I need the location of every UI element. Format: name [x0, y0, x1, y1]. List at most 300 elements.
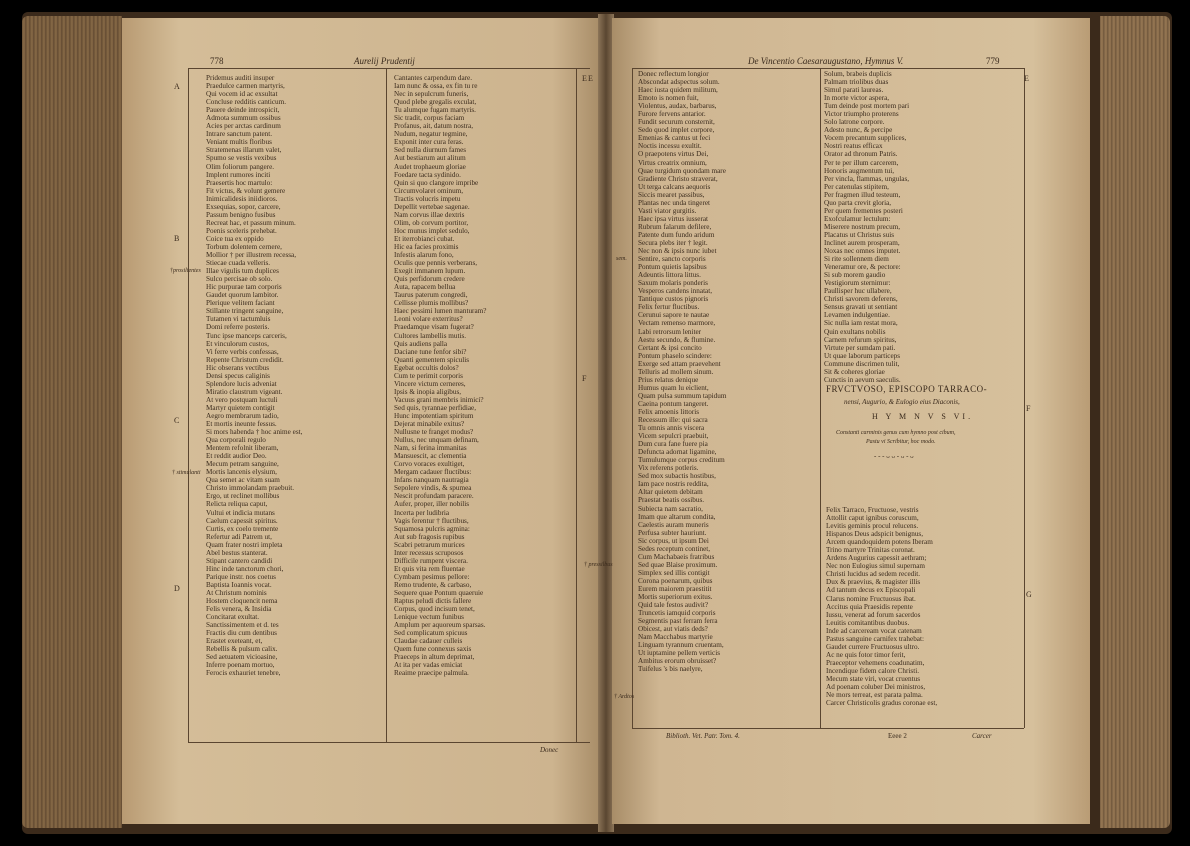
verse-line: Aut bestiarum aut alitum: [394, 154, 466, 163]
verse-line: Sensus gravati ut sentiant: [824, 303, 898, 312]
verse-line: Tu alumque fugam martyris.: [394, 106, 476, 115]
verse-line: Corona poenarum, quibus: [638, 576, 713, 585]
verse-line: Si mors habenda † hoc anime est,: [206, 428, 303, 437]
verse-line: Nullusne te franget modus?: [394, 428, 474, 437]
verse-line: Quis audiens palla: [394, 339, 448, 348]
verse-line: At ita per vadas emiciat: [394, 661, 463, 670]
verse-line: Altar quietem debitam: [638, 488, 703, 497]
verse-line: Haec iusta quidem militum,: [638, 86, 718, 95]
verse-line: Refertur adi Patrem ut,: [206, 532, 272, 541]
verse-line: Virtus creatrix omnium,: [638, 158, 707, 167]
verse-line: Orator ad thronum Patris.: [824, 150, 898, 159]
hymn-vi-line: Dux & praevius, & magister illis: [826, 578, 921, 587]
verse-line: Quod plebe gregalis exculat,: [394, 98, 477, 107]
hymn-vi-line: Christi lucidus ad sedem recedit.: [826, 570, 921, 579]
left-page-edges: [22, 16, 122, 828]
verse-line: Vi ferre verbis confessas,: [206, 347, 279, 356]
verse-line: Carnem refurum spiritus,: [824, 335, 897, 344]
verse-line: Veneramur ore, & pectore:: [824, 263, 901, 272]
verse-line: Haec pessimi lumen manturam?: [394, 307, 487, 316]
right-margin-rule: [1024, 68, 1025, 728]
verse-line: Iam pace nostris reddita,: [638, 480, 709, 489]
verse-line: Quae turgidum quondam mare: [638, 166, 726, 175]
verse-line: Obicest, aut viatis deds?: [638, 625, 708, 634]
verse-line: Et reddit audior Deo.: [206, 452, 267, 461]
verse-line: Nec in sepulcrum funeris,: [394, 90, 469, 99]
verse-line: Sed mox subactis hostibus,: [638, 472, 716, 481]
verse-line: Fractis diu cum dentibus: [206, 629, 277, 638]
verse-line: Tumulumque corpus creditum: [638, 456, 725, 465]
verse-line: Exofculamur lectulum:: [824, 214, 891, 223]
verse-line: Et vinculorum custos,: [206, 339, 269, 348]
verse-line: Mansuescit, ac clementia: [394, 452, 467, 461]
verse-line: Vix referens potleris.: [638, 464, 699, 473]
margin-note-right-1: sem.: [616, 256, 627, 262]
verse-line: Ergo, ut reclinet mollibus: [206, 492, 280, 501]
verse-line: Hic purpurae tam corporis: [206, 283, 282, 292]
margin-note-right-2: † pressilbus: [584, 562, 613, 568]
verse-line: Donec reflectum longior: [638, 70, 709, 78]
verse-line: Exerge sed attam praevehent: [638, 359, 721, 368]
verse-line: O praepotens virtus Dei,: [638, 150, 709, 159]
margin-letter-b: B: [174, 234, 180, 243]
verse-line: Miratio claustrum vigeant.: [206, 387, 283, 396]
verse-line: Infestis alarum fono,: [394, 251, 454, 260]
verse-line: Mortis lancenis elysium,: [206, 468, 277, 477]
right-column-1: [638, 70, 818, 674]
hymn-vi-line: Inde ad carceream vocat catenam: [826, 626, 922, 635]
verse-line: Inter recessus scruposos: [394, 548, 464, 557]
verse-line: Audet trophaeum gloriae: [394, 162, 466, 171]
right-margin-letter-g: G: [1026, 590, 1032, 599]
verse-line: Squamosa pulcris agmina:: [394, 524, 470, 533]
verse-line: Daciane tune fenfor sibi?: [394, 347, 467, 356]
verse-line: Domi referre posteris.: [206, 323, 270, 332]
verse-line: At Christum nominis: [206, 589, 267, 597]
verse-line: Felix amoenis littoris: [638, 407, 700, 416]
verse-line: Mentem refolnit liberam,: [206, 444, 279, 453]
verse-line: Inimicalidesis iniidioros.: [206, 194, 278, 203]
verse-line: Caelestis auram muneris: [638, 520, 709, 529]
verse-line: Imam que altarum condita,: [638, 512, 716, 521]
verse-line: Tu omnis annis viscera: [638, 424, 705, 433]
right-page-edges: [1100, 16, 1170, 828]
margin-note-right-3: † Ardtos: [614, 694, 635, 700]
verse-line: Inclinet aurem prosperam,: [824, 238, 900, 247]
verse-line: Hoc munus implet sedulo,: [394, 226, 470, 235]
verse-line: Auta, rapacem bellua: [394, 283, 456, 292]
verse-line: Baptista Ioannis vocat.: [206, 580, 272, 589]
verse-line: Defuncta adornat ligamine,: [638, 448, 717, 457]
verse-line: Siccis mearet passibus,: [638, 190, 705, 199]
hymn-vi-line: Ne mors terreat, est parata palma.: [826, 691, 923, 700]
verse-line: Passum benigno fusibus: [206, 210, 276, 219]
right-margin-letter-e: E: [1024, 74, 1029, 83]
hymn-vi-line: Ad tantum decus ex Episcopali: [826, 586, 916, 595]
right-top-rule: [632, 68, 1024, 69]
verse-line: Per te per illum carcerem,: [824, 158, 899, 167]
verse-line: Profanus, ait, datum nostra,: [394, 122, 474, 131]
verse-line: Tuifelus 's bis naelyre,: [638, 665, 703, 674]
hymn-vi-line: Praeceptor vehemens coadunatim,: [826, 658, 925, 667]
verse-line: Nam, si ferina immanitas: [394, 444, 467, 453]
hymn-vi-line: Pastus sanguine carnifex trahebat:: [826, 634, 924, 643]
verse-line: Plantas nec unda tingeret: [638, 198, 711, 207]
meter-note-1: Constanti carminis genus cum hymno post cibum,: [836, 430, 956, 436]
verse-line: Erastet exeteant, et,: [206, 637, 263, 646]
verse-line: Concitarat exultat.: [206, 613, 260, 622]
verse-line: Spumo se vestis vexibus: [206, 154, 277, 163]
verse-line: Implent rumores inciti: [206, 170, 271, 179]
verse-line: Aufer, proper, iller nobilis: [394, 500, 470, 509]
verse-line: Hinc inde tanctorum chori,: [206, 564, 284, 573]
verse-line: Leoni volare exterritus?: [394, 315, 463, 324]
verse-line: Paullisper huc ullabere,: [824, 287, 892, 296]
left-running-head: Aurelij Prudentij: [354, 56, 415, 66]
verse-line: Quis perfidorum credere: [394, 275, 465, 284]
verse-line: Stillante tringent sanguine,: [206, 307, 284, 316]
verse-line: Simul parati laureas.: [824, 86, 884, 95]
verse-line: Praedamque visam fugerat?: [394, 323, 474, 332]
verse-line: Fundit securum consternit,: [638, 118, 715, 127]
verse-line: Martyr quietem contigit: [206, 403, 275, 412]
verse-line: Hic obserans vectibus: [206, 363, 270, 372]
meter-note-2: Pastu vi Scribitur, hoc modo.: [866, 439, 936, 445]
hymn-vi-line: Gaudet currere Fructuosus ultro.: [826, 642, 920, 651]
verse-line: Sic nulla iam restat mora,: [824, 319, 898, 328]
verse-line: Eurem maiorem praestitit: [638, 585, 712, 593]
verse-line: Adesto nunc, & percipe: [824, 126, 893, 135]
verse-line: Perfusa subter hauriunt.: [638, 528, 707, 537]
verse-line: Curtis, ex coelo tremente: [206, 524, 279, 533]
verse-line: Virtute per sumdam pati.: [824, 343, 896, 352]
verse-line: Sed nulla diurnum fames: [394, 146, 467, 155]
verse-line: Egebat occultis dolos?: [394, 363, 459, 372]
verse-line: Poenis sceleris prehebat.: [206, 226, 277, 235]
verse-line: Caelum capessit spiritus.: [206, 516, 278, 525]
verse-line: Quem fune connexus saxis: [394, 645, 472, 654]
verse-line: Cum Machabaeis fratribus: [638, 552, 715, 561]
hymn-vi-line: Clarus nomine Fructuosus ibat.: [826, 594, 916, 603]
verse-line: Coice tua ex oppido: [206, 234, 264, 243]
left-top-rule: [188, 68, 590, 69]
verse-line: Cellisse plumis mollibus?: [394, 299, 469, 308]
hymn-section-title: FRVCTVOSO, EPISCOPO TARRACO-: [826, 384, 988, 394]
verse-line: Hunc impotentiam spiritum: [394, 411, 474, 420]
verse-line: Nudum, negatur tegmine,: [394, 130, 468, 139]
verse-line: Praestat beatis ossibus.: [638, 496, 705, 505]
verse-line: Praesertis hoc martulo:: [206, 178, 273, 187]
verse-line: Noctis incessu exultit.: [638, 142, 702, 151]
verse-line: Praeceps in altum deprimat,: [394, 653, 475, 662]
verse-line: Veniant multis floribus: [206, 138, 272, 147]
verse-line: Cerunui sapore te nautae: [638, 311, 710, 320]
verse-line: Iam nunc & ossa, ex fin tu re: [394, 82, 478, 91]
verse-line: Cunctis in aevum saeculis.: [824, 375, 901, 384]
meter-scheme: - - - ᴗ ᴗ - ᴗ - ᴗ: [874, 452, 914, 460]
margin-note-left-1: †prosilientes: [170, 268, 201, 274]
hymn-vi-line: Hispanos Deus adspicit benignus,: [826, 530, 924, 539]
verse-line: Rebellis & pulsum calix.: [206, 645, 278, 654]
verse-line: Simplex sed illis contigit: [638, 568, 710, 577]
verse-line: Parique instr. nos coetus: [206, 572, 276, 581]
verse-line: Sit & coheres gloriae: [824, 367, 885, 376]
verse-line: Placatus ut Christus suis: [824, 230, 895, 239]
verse-line: Saxum molaris ponderis: [638, 279, 708, 288]
verse-line: Infans nanquam nautragia: [394, 476, 469, 485]
verse-line: Si rite sollennem diem: [824, 255, 889, 264]
hymn-vi-line: Accitus quia Praesidis repente: [826, 602, 913, 611]
verse-line: Acies per arctas cardinum: [206, 122, 281, 131]
verse-line: Foedare tacta sydinido.: [394, 170, 461, 179]
verse-line: Truncetis iamquid corporis: [638, 609, 716, 618]
hymn-vi-line: Incendique fidem calore Christi.: [826, 666, 920, 675]
verse-line: Admota summum ossibus: [206, 114, 281, 123]
verse-line: Remo trudente, & carbaso,: [394, 580, 472, 589]
margin-letter-f-left: F: [582, 374, 587, 383]
verse-line: Emoto is nomen fuit,: [638, 94, 699, 103]
verse-line: Ambitus erorum obruisset?: [638, 657, 717, 666]
verse-line: Ut terga calcans aequoris: [638, 182, 711, 191]
right-running-head: De Vincentio Caesaraugustano, Hymnus V.: [748, 56, 904, 66]
verse-line: Repente Christum credidit.: [206, 355, 284, 364]
verse-line: Scabri petrarum murices: [394, 540, 465, 549]
verse-line: Relicta reliqua caput,: [206, 500, 268, 509]
verse-line: Ipsis & inopia aligibus,: [394, 387, 462, 396]
verse-line: Segmentis past ferram ferra: [638, 617, 718, 626]
verse-line: Plerique velitem faciant: [206, 299, 275, 308]
hymn-vi-line: Iussu, venerat ad forum sacerdos: [826, 610, 921, 619]
verse-line: Cantantes carpendum dare.: [394, 74, 473, 82]
verse-line: Levamen indulgentiae.: [824, 311, 890, 320]
verse-line: Quam pulsa summum tapidum: [638, 391, 727, 400]
verse-line: Ferocis exhauriet tenebre,: [206, 669, 281, 678]
verse-line: Oculis que pennis verberans,: [394, 259, 478, 268]
verse-line: Caeina pontum tangeret.: [638, 399, 709, 408]
verse-line: Vocem precantum supplices,: [824, 134, 907, 143]
verse-line: Vagis ferentur † fluctibus,: [394, 516, 469, 525]
verse-line: Tunc ipse manceps carceris,: [206, 331, 287, 340]
verse-line: Torbum dolentem cernere,: [206, 242, 282, 251]
left-column-1: [206, 74, 384, 678]
verse-line: Sed quae Blaise proximum.: [638, 560, 718, 569]
verse-line: Gaudet quorum lambitor.: [206, 291, 279, 300]
verse-line: Sedo quod implet corpore,: [638, 126, 715, 135]
verse-line: Reaime praecipe palmula.: [394, 669, 469, 678]
verse-line: Quin exultans nobilis: [824, 327, 886, 336]
verse-line: Mollior † per illustrem recessa,: [206, 251, 297, 260]
verse-line: Emenias & cantus ut feci: [638, 134, 711, 143]
right-footer-library: Biblioth. Vet. Patr. Tom. 4.: [666, 732, 740, 740]
verse-line: Claudae cadauer culleis: [394, 637, 463, 646]
hymn-vi-line: Trino martyre Trinitas coronat.: [826, 546, 915, 555]
hymn-vi-line: Carcer Christicolis gradus coronae est,: [826, 699, 938, 708]
verse-line: Felis venera, & Insidia: [206, 605, 272, 614]
verse-line: Illae vigulis tum duplices: [206, 267, 279, 276]
verse-line: Quo parta crevit gloria,: [824, 198, 892, 207]
left-column-2: [394, 74, 574, 678]
verse-line: Tractis volucris impetu: [394, 194, 461, 203]
verse-line: Recreat hac, et passum minum.: [206, 218, 296, 227]
verse-line: Quid tale festos audivit?: [638, 601, 709, 610]
verse-line: Per vincla, flammas, ungulas,: [824, 174, 910, 183]
verse-line: Rubrum falarum defilere,: [638, 222, 712, 231]
hymn-vi-line: Ardens Augurius capessit aethram;: [826, 554, 927, 563]
left-column-rule: [386, 68, 387, 742]
verse-line: At vero postquam luctuli: [206, 395, 278, 404]
right-left-rule: [632, 68, 633, 728]
verse-line: Mecum petram sanguine,: [206, 460, 279, 469]
verse-line: Christo immolandam praebuit.: [206, 484, 295, 493]
verse-line: Furore fervens antarior.: [638, 110, 706, 119]
right-page: [584, 18, 1090, 824]
verse-line: Quanti gementem spiculis: [394, 355, 470, 364]
margin-letter-c: C: [174, 416, 180, 425]
verse-line: Abel bestus stanterat.: [206, 548, 268, 557]
hymn-vi-text: [826, 506, 1022, 707]
verse-line: Mergam cadauer fluctibus:: [394, 468, 472, 477]
verse-line: Exegit immanem lupum.: [394, 267, 466, 276]
verse-line: Mortis superiorum exitus.: [638, 593, 713, 602]
verse-line: Recessum ille: qui sacra: [638, 416, 708, 425]
verse-line: Olim, ob corvum portitor,: [394, 218, 469, 227]
left-right-rule: [576, 68, 577, 742]
verse-line: Abscondat adspectus solum.: [638, 78, 720, 87]
right-signature-mark: Eeee 2: [888, 732, 907, 740]
verse-line: Gradiente Christo straverat,: [638, 174, 718, 183]
verse-line: Pontum phaselo scindere:: [638, 351, 712, 360]
verse-line: Commune discrimen tulit,: [824, 359, 900, 368]
verse-line: Sedes receptum continet,: [638, 544, 711, 553]
verse-line: Inferre poenam mortuo,: [206, 661, 275, 670]
verse-line: Sic corpus, ut ipsum Dei: [638, 536, 709, 545]
verse-line: Vesperos candens innatat,: [638, 287, 713, 296]
verse-line: Exsequias, sopor, carcere,: [206, 202, 281, 211]
verse-line: Depellit vertebae sagenae.: [394, 202, 470, 211]
verse-line: Intrare sanctum patent.: [206, 130, 273, 139]
verse-line: Nam Macchabus martyrie: [638, 633, 713, 642]
verse-line: Haec ipsa virtus iusserat: [638, 214, 709, 223]
verse-line: Aegro membrarum tadio,: [206, 411, 279, 420]
verse-line: Sed complicatum spicuus: [394, 629, 468, 638]
verse-line: Vultui et indicia mutans: [206, 508, 275, 517]
hymn-vi-line: Leuitis comitantibus duobus.: [826, 618, 910, 627]
verse-line: Prius relatus denique: [638, 375, 699, 384]
verse-line: Per fragmen illud testeum,: [824, 190, 901, 199]
hymn-vi-line: Nec non Eulogius simul supernam: [826, 562, 926, 571]
verse-line: Concluse redditis canticum.: [206, 98, 287, 107]
verse-line: Nullus, nec unquam definam,: [394, 436, 479, 445]
left-bottom-rule: [188, 742, 590, 743]
right-column-2: [824, 70, 1020, 384]
verse-line: Sanctissimentem et d. tes: [206, 621, 279, 630]
verse-line: Victor triumpho proterens: [824, 110, 899, 119]
verse-line: Sentire, sancto corporis: [638, 255, 706, 264]
right-catchword: Carcer: [972, 732, 992, 740]
verse-line: Quam frater nostri impleta: [206, 540, 283, 549]
verse-line: Tutamen vi tactumluis: [206, 315, 271, 324]
margin-letter-a: A: [174, 82, 180, 91]
verse-line: Sepolere vindis, & spumea: [394, 484, 472, 493]
hymn-section-subtitle: nensi, Augurio, & Eulogio eius Diaconis,: [844, 398, 960, 406]
verse-line: Subiecta nam sacratio,: [638, 504, 703, 513]
hymn-vi-line: Levitis geminis procul relucens.: [826, 522, 919, 531]
verse-line: Patente dum fundo aridum: [638, 230, 715, 239]
verse-line: Qua semet ac vitam suam: [206, 476, 280, 485]
inner-margin-letter-e: E: [588, 74, 593, 83]
verse-line: Dejerat minabile exitus?: [394, 420, 465, 429]
verse-line: Tantique custos pignoris: [638, 295, 709, 304]
verse-line: Lenique vectum funibus: [394, 613, 464, 622]
left-page-number: 778: [210, 56, 224, 66]
verse-line: Densi specus caliginis: [206, 371, 270, 380]
hymn-vi-line: Ac ne quis fotor timor ferit,: [826, 650, 906, 659]
verse-line: Stipant cantero candidi: [206, 556, 273, 565]
verse-line: Vicem sepulcri praebuit,: [638, 432, 709, 441]
verse-line: Cum te perimit corporis: [394, 371, 463, 380]
right-margin-letter-f: F: [1026, 404, 1031, 413]
verse-line: Per catenulas stipitem,: [824, 182, 889, 191]
verse-line: Circumvolaret ominum,: [394, 186, 464, 195]
hymn-vi-line: Mecum state viri, vocat cruentus: [826, 674, 921, 683]
verse-line: Pauere deinde introspicit,: [206, 106, 280, 115]
verse-line: Noxas nec omnes imputet.: [824, 247, 901, 256]
verse-line: Sed aetuatem vicioasine,: [206, 653, 278, 662]
verse-line: Aestu secundo, & flumine.: [638, 335, 716, 344]
verse-line: Linguam tyrannum cruentam,: [638, 641, 724, 650]
verse-line: Sulco percisae ob solo.: [206, 275, 273, 284]
verse-line: Secura plebs iter † legit.: [638, 238, 708, 247]
right-page-number: 779: [986, 56, 1000, 66]
verse-line: Humus quam lu eiclient,: [638, 383, 709, 392]
verse-line: Pridemus auditi insuper: [206, 74, 275, 82]
hymn-vi-line: Ad poenam coluber Dei ministros,: [826, 683, 926, 692]
verse-line: Splendore lucis adveniat: [206, 379, 277, 388]
left-page: [122, 18, 600, 824]
verse-line: Ut quae laborum particeps: [824, 351, 901, 360]
right-column-rule: [820, 68, 821, 728]
verse-line: Per quem frementes posteri: [824, 206, 903, 215]
verse-line: Nam corvus illae dextris: [394, 210, 465, 219]
verse-line: Sic tradit, corpus faciam: [394, 114, 465, 123]
left-margin-rule: [188, 68, 189, 742]
verse-line: Cymbam pesimus pellore:: [394, 572, 470, 581]
verse-line: Incerta per ludibria: [394, 508, 450, 517]
verse-line: Dum cura fane fuere pia: [638, 440, 708, 449]
verse-line: Hic ea facies proximis: [394, 242, 459, 251]
verse-line: Corpus, quod incisum tenet,: [394, 605, 475, 614]
verse-line: Pontum quietis lapsibus: [638, 263, 707, 272]
verse-line: Vacuus grani membris inimici?: [394, 395, 484, 404]
verse-line: Sed quis, tyrannae perfidiae,: [394, 403, 477, 412]
verse-line: Stratemenas illarum valet,: [206, 146, 282, 155]
verse-line: Vestigiorum sternimur:: [824, 279, 891, 288]
verse-line: Felix fertur fluctibus.: [638, 303, 700, 312]
verse-line: Si sub morem gaudio: [824, 271, 886, 280]
verse-line: Et quis vita rem fluentae: [394, 564, 465, 573]
verse-line: Nescit profundam paracere.: [394, 492, 474, 501]
verse-line: Difficile rumpent viscera.: [394, 556, 468, 565]
verse-line: Violentus, audax, barbarus,: [638, 102, 717, 111]
margin-letter-d: D: [174, 584, 180, 593]
verse-line: Vasti viator gurgitis.: [638, 206, 697, 215]
margin-note-left-2: † stimulanti: [172, 470, 201, 476]
margin-letter-e-left: E: [582, 74, 587, 83]
verse-line: Qui vocem id ac exsultat: [206, 90, 278, 99]
verse-line: Praedulce carmen martyris,: [206, 82, 285, 91]
verse-line: Quin si quo clangore impribe: [394, 178, 479, 187]
verse-line: Hostem cloquencit nema: [206, 597, 278, 606]
